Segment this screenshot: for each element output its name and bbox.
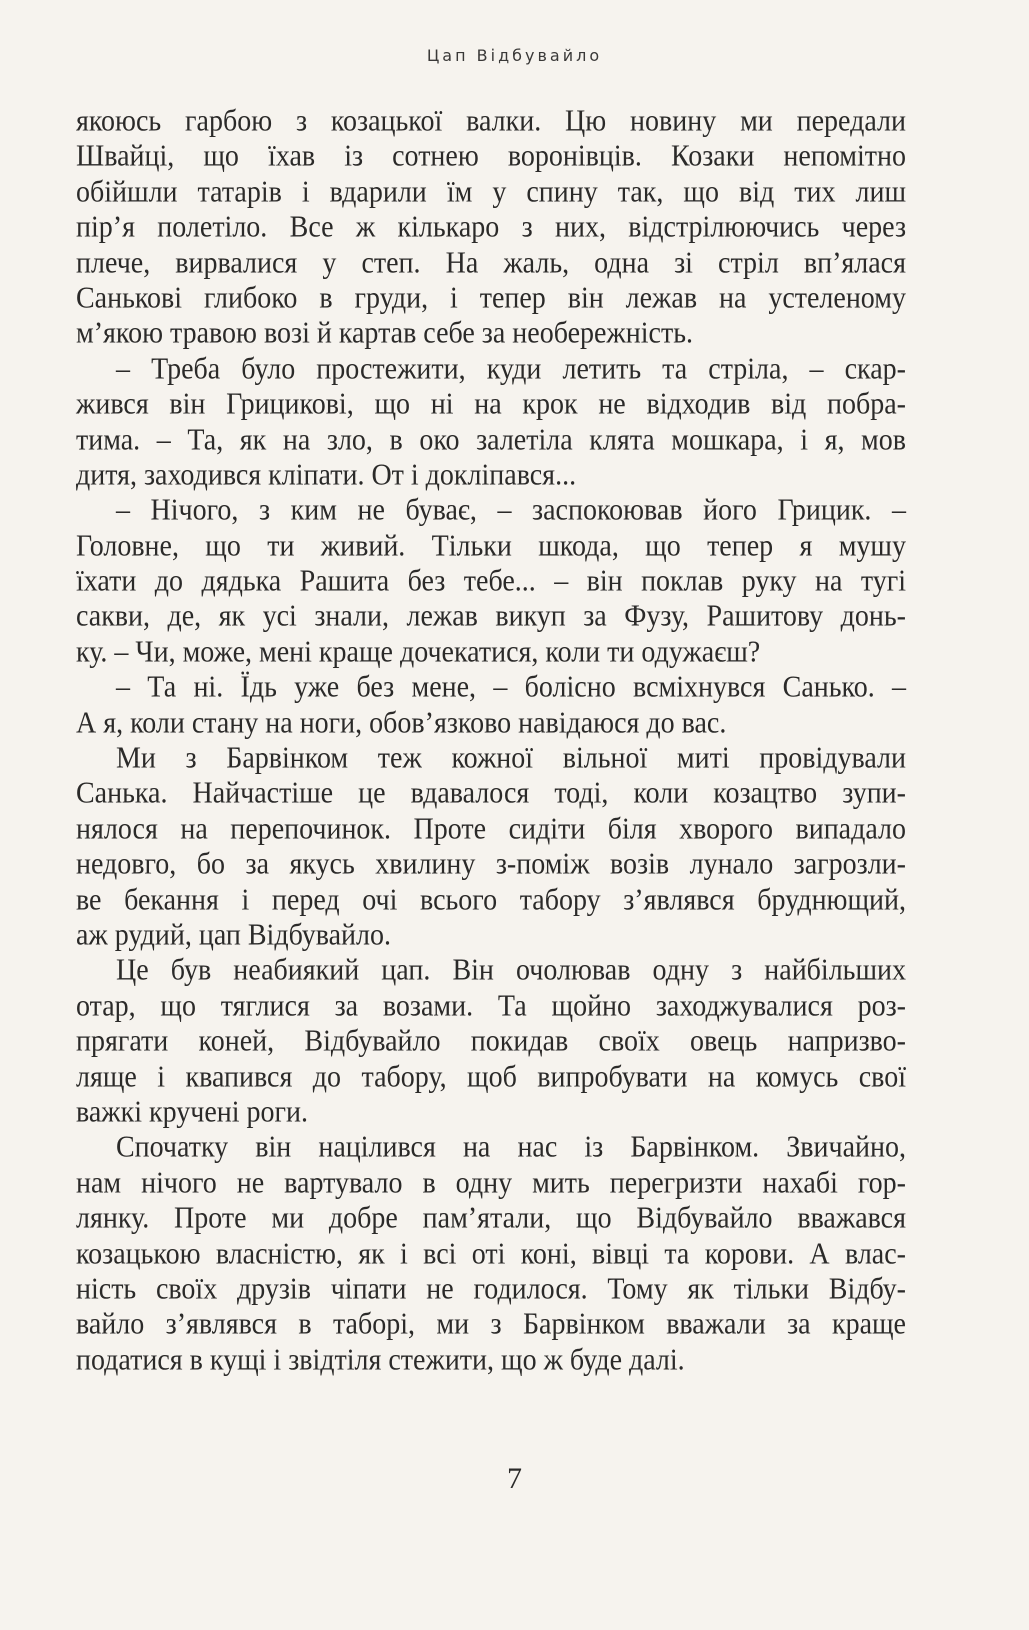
text-line: податися в кущі і звідтіля стежити, що ж буде далі. xyxy=(76,1343,685,1377)
text-line: Санька. Найчастіше це вдавалося тоді, коли козацтво зупи- xyxy=(76,777,906,811)
text-line: прягати коней, Відбувайло покидав своїх овець напризво- xyxy=(76,1024,906,1059)
paragraph xyxy=(76,741,906,953)
text-line: недовго, бо за якусь хвилину з-поміж возів лунало загрозли- xyxy=(76,847,906,882)
text-line: сакви, де, як усі знали, лежав викуп за Фузу, Рашитову донь- xyxy=(76,600,906,634)
text-line: Санькові глибоко в груди, і тепер він лежав на устеленому xyxy=(76,281,906,316)
text-line: Це був неабиякий цап. Він очолював одну з найбільших xyxy=(116,954,906,988)
text-line: жився він Грицикові, що ні на крок не відходив від побра- xyxy=(76,387,906,422)
text-line: Ми з Барвінком теж кожної вільної миті провідували xyxy=(116,741,906,776)
page-number: 7 xyxy=(507,1462,522,1495)
paragraph xyxy=(76,953,906,1130)
text-line: – Треба було простежити, куди летить та стріла, – скар- xyxy=(116,352,906,386)
text-line: дитя, заходився кліпати. От і докліпався... xyxy=(76,458,577,493)
paragraph xyxy=(76,1130,906,1378)
text-line: вайло з’являвся в таборі, ми з Барвінком вважали за краще xyxy=(76,1308,906,1342)
text-line: ність своїх друзів чіпати не годилося. Тому як тільки Відбу- xyxy=(76,1272,906,1307)
text-line: ляще і квапився до табору, щоб випробувати на комусь свої xyxy=(76,1060,906,1094)
text-line: аж рудий, цап Відбувайло. xyxy=(76,918,391,953)
paragraph xyxy=(76,352,906,494)
text-line: їхати до дядька Рашита без тебе... – він поклав руку на тугі xyxy=(76,564,906,599)
text-line: м’якою травою возі й картав себе за необережність. xyxy=(76,317,693,351)
text-line: пір’я полетіло. Все ж кількаро з них, відстрілюючись через xyxy=(76,210,906,245)
text-line: тима. – Та, як на зло, в око залетіла клята мошкара, і я, мов xyxy=(76,423,906,457)
text-line: – Та ні. Їдь уже без мене, – болісно всміхнувся Санько. – xyxy=(116,670,906,705)
running-head: Цап Відбувайло xyxy=(426,46,603,65)
text-line: А я, коли стану на ноги, обов’язково навідаюся до вас. xyxy=(76,706,727,740)
text-line: ку. – Чи, може, мені краще дочекатися, коли ти одужаєш? xyxy=(76,635,761,670)
text-line: – Нічого, з ким не буває, – заспокоював його Грицик. – xyxy=(116,494,906,528)
text-line: нялося на перепочинок. Проте сидіти біля хворого випадало xyxy=(76,812,906,847)
text-line: нам нічого не вартувало в одну мить перегризти нахабі гор- xyxy=(76,1166,906,1200)
paragraph xyxy=(76,493,906,670)
paragraph xyxy=(76,670,906,741)
body-text xyxy=(76,104,906,1378)
text-line: Швайці, що їхав із сотнею воронівців. Козаки непомітно xyxy=(76,140,906,174)
text-line: важкі кручені роги. xyxy=(76,1095,308,1130)
text-line: ве бекання і перед очі всього табору з’являвся бруднющий, xyxy=(76,883,906,917)
text-line: плече, вирвалися у степ. На жаль, одна зі стріл вп’ялася xyxy=(76,246,906,280)
paragraph xyxy=(76,104,906,352)
text-line: Головне, що ти живий. Тільки шкода, що тепер я мушу xyxy=(76,529,906,563)
text-line: Спочатку він націлився на нас із Барвінком. Звичайно, xyxy=(116,1131,906,1165)
text-line: лянку. Проте ми добре пам’ятали, що Відбувайло вважався xyxy=(76,1201,906,1236)
text-line: якоюсь гарбою з козацької валки. Цю новину ми передали xyxy=(76,104,906,139)
text-line: обійшли татарів і вдарили їм у спину так, що від тих лиш xyxy=(76,175,906,210)
text-line: козацькою власністю, як і всі оті коні, вівці та корови. А влас- xyxy=(76,1237,906,1271)
text-line: отар, що тяглися за возами. Та щойно заходжувалися роз- xyxy=(76,989,906,1023)
